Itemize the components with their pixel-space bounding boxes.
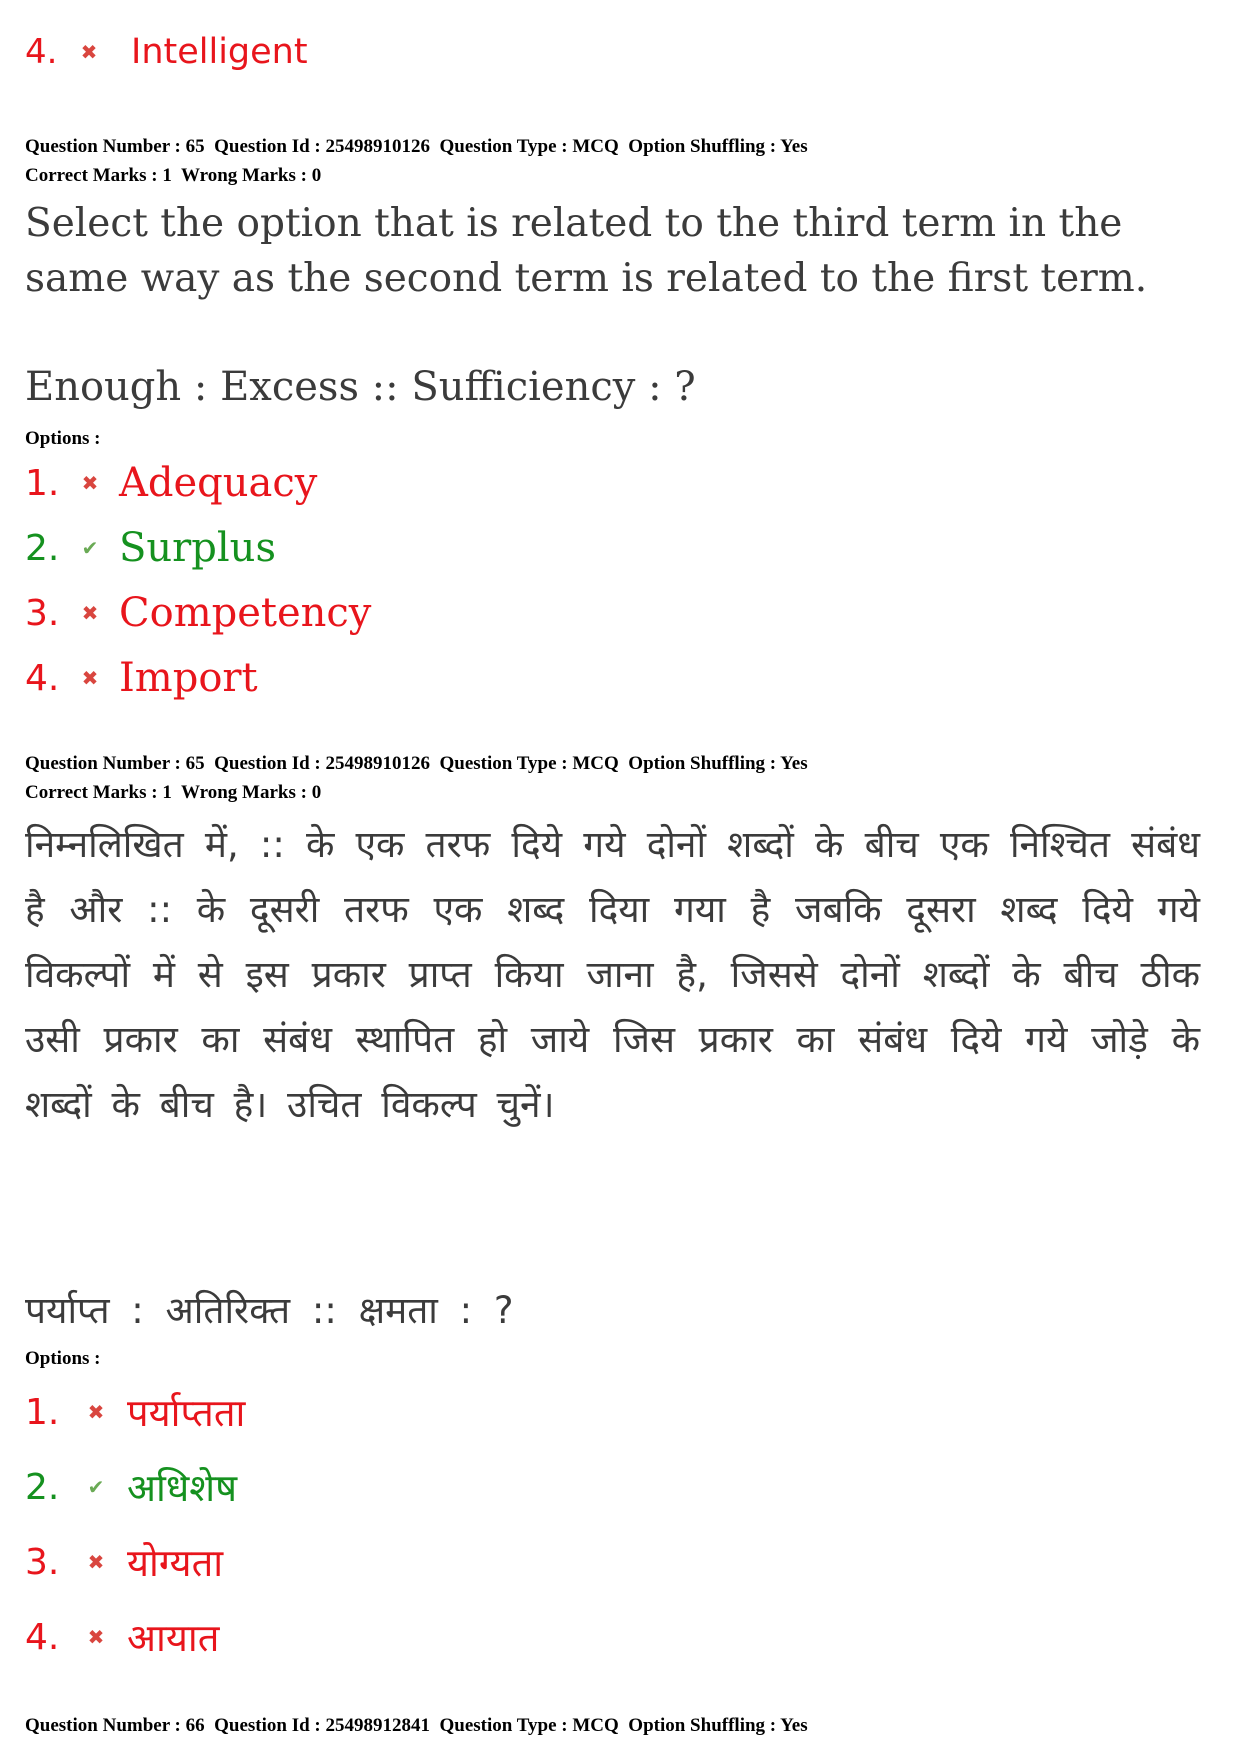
option-number: 4. (25, 1616, 60, 1658)
check-icon: ✔ (81, 536, 99, 560)
question-meta-line-2: Correct Marks : 1 Wrong Marks : 0 (25, 165, 322, 186)
analogy-prompt-hindi: पर्याप्त : अतिरिक्त :: क्षमता : ? (25, 1289, 514, 1332)
option-number: 2. (25, 527, 60, 569)
option-3 (25, 590, 371, 636)
option-4 (25, 655, 258, 701)
option-text: पर्याप्तता (127, 1391, 246, 1435)
check-icon: ✔ (87, 1475, 105, 1499)
option-number: 4. (25, 657, 60, 699)
option-number: 1. (25, 462, 60, 504)
cross-icon: ✖ (87, 1550, 105, 1574)
option-number: 3. (25, 1541, 60, 1583)
option-text: योग्यता (127, 1541, 224, 1585)
analogy-prompt: Enough : Excess :: Sufficiency : ? (25, 364, 696, 410)
cross-icon: ✖ (81, 601, 99, 625)
next-question-meta-line-1: Question Number : 66 Question Id : 25498912841 Question Type : MCQ Option Shuffling : Yes (25, 1715, 808, 1736)
option-number: 2. (25, 1466, 60, 1508)
option-4-hindi (25, 1611, 219, 1663)
question-meta-line-2-hindi: Correct Marks : 1 Wrong Marks : 0 (25, 782, 322, 803)
cross-icon: ✖ (81, 666, 99, 690)
option-number: 1. (25, 1391, 60, 1433)
option-text: आयात (127, 1616, 220, 1660)
question-text: Select the option that is related to the third term in the same way as the second term is related to the first term. (25, 201, 1148, 301)
question-meta-line-1: Question Number : 65 Question Id : 25498910126 Question Type : MCQ Option Shuffling : Yes (25, 136, 808, 157)
cross-icon: ✖ (87, 1400, 105, 1424)
option-text: Adequacy (119, 460, 318, 506)
option-1-hindi (25, 1386, 245, 1438)
option-number: 4. (25, 32, 58, 72)
option-2 (25, 525, 276, 571)
option-text: Surplus (119, 525, 276, 571)
cross-icon: ✖ (87, 1625, 105, 1649)
option-number: 3. (25, 592, 60, 634)
options-label-hindi: Options : (25, 1348, 101, 1369)
option-text: Intelligent (131, 32, 308, 72)
options-label: Options : (25, 428, 101, 449)
option-text: Import (119, 655, 258, 701)
question-meta-line-1-hindi: Question Number : 65 Question Id : 25498910126 Question Type : MCQ Option Shuffling : Yes (25, 753, 808, 774)
option-1 (25, 460, 317, 506)
cross-icon: ✖ (81, 471, 99, 495)
cross-icon: ✖ (80, 40, 98, 64)
question-text-hindi: निम्नलिखित में, :: के एक तरफ दिये गये दोनों शब्दों के बीच एक निश्चित संबंध है और :: के दूसरी तरफ एक शब्द दिया गया है जबकि दूसरा शब्द दिये गये विकल्पों में से इस प्रकार प्राप्त किया जाना है, जिससे दोनों शब्दों के बीच ठीक उसी प्रकार का संबंध स्थापित हो जाये जिस प्रकार का संबंध दिये गये जोड़े के शब्दों के बीच है। उचित विकल्प चुनें। (25, 823, 1200, 1126)
option-2-hindi (25, 1461, 237, 1513)
option-text: अधिशेष (127, 1466, 238, 1510)
prev-question-option-4 (25, 32, 308, 72)
option-3-hindi (25, 1536, 223, 1588)
option-text: Competency (119, 590, 372, 636)
